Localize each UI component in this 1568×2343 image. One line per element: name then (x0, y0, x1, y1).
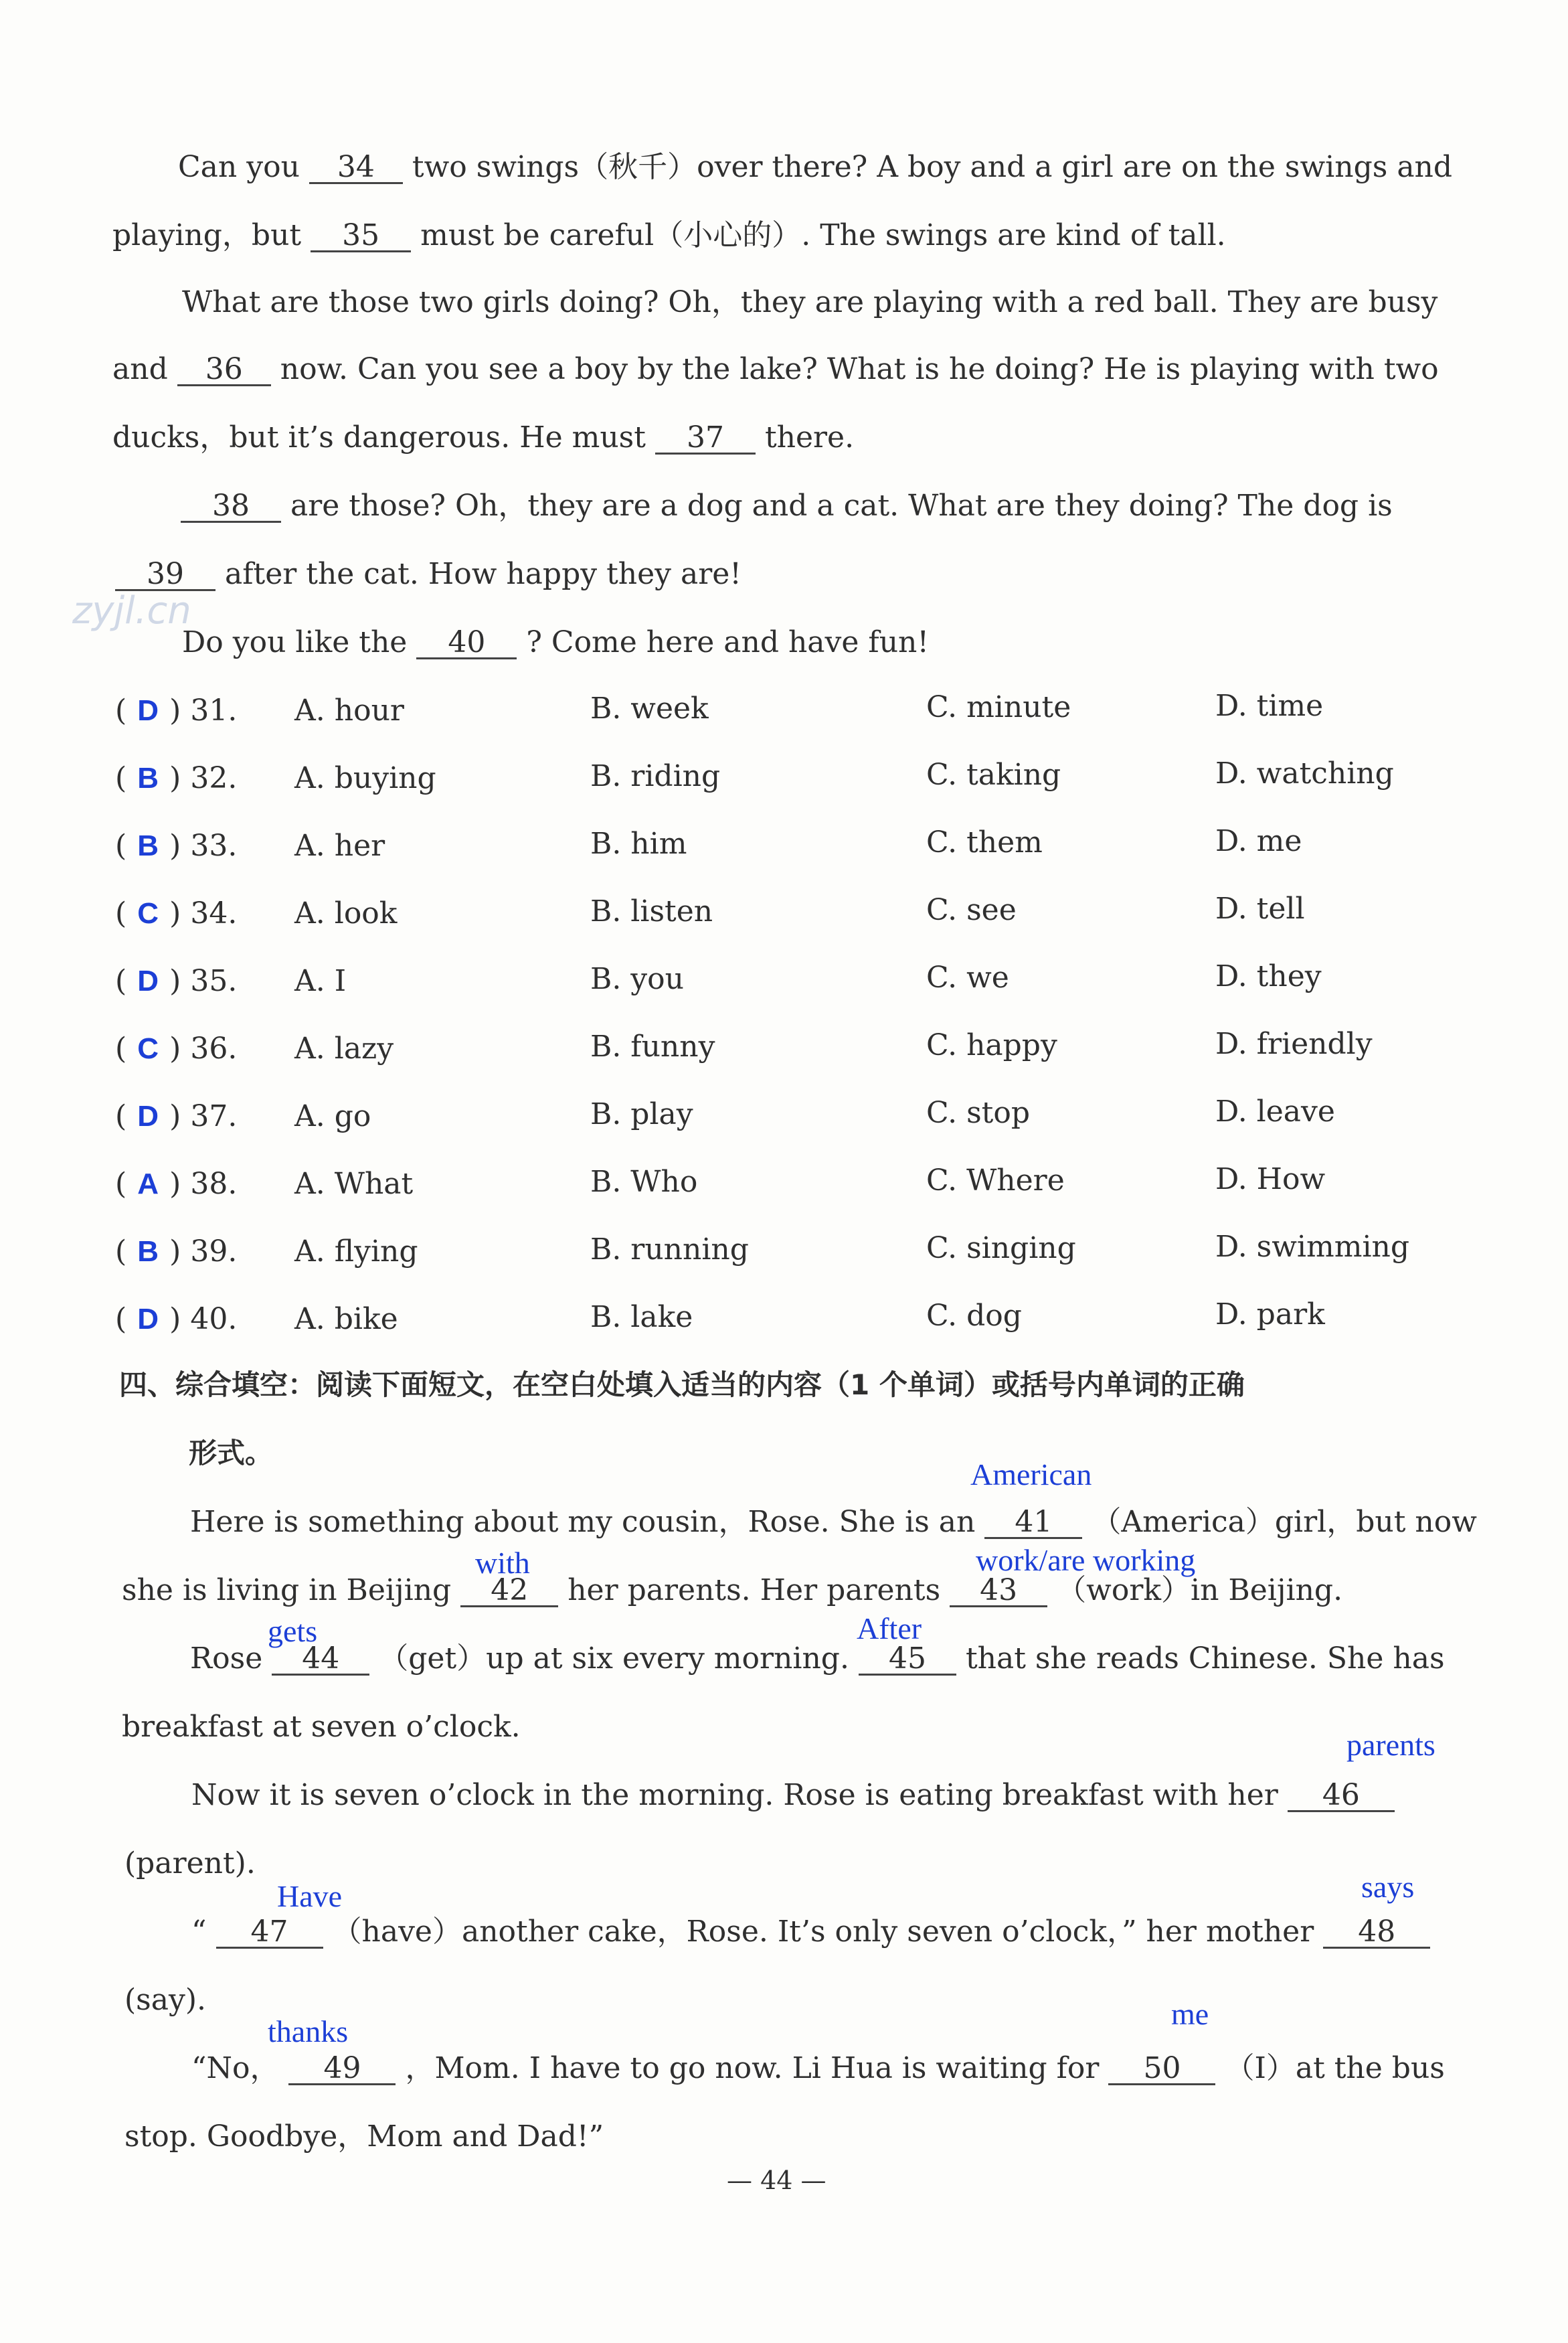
paren-close: ) (169, 1302, 181, 1336)
answer-44: gets (268, 1614, 318, 1648)
text: （have）another cake，Rose. It’s only seven o’clock，” her mother (332, 1915, 1314, 1949)
question-31 (115, 696, 237, 726)
answer-mark: C (137, 897, 159, 930)
option-b: B. funny (590, 1030, 715, 1064)
option-a: A. look (294, 896, 398, 931)
option-b: B. him (590, 827, 687, 861)
paren-close: ) (169, 829, 181, 863)
blank-34: 34 (309, 153, 403, 184)
s4-line-7 (191, 1917, 1430, 1949)
s4-line-3 (190, 1641, 1445, 1676)
text: “ (191, 1915, 207, 1949)
question-36 (115, 1034, 237, 1064)
answer-46: parents (1346, 1728, 1435, 1762)
paren-close: ) (169, 896, 181, 931)
question-number: 37. (190, 1099, 238, 1133)
paren-close: ) (169, 761, 181, 795)
paren-close: ) (169, 1099, 181, 1133)
answer-41: American (970, 1457, 1092, 1491)
option-a: A. buying (294, 761, 436, 795)
blank-47: 47 (216, 1917, 323, 1949)
question-number: 33. (190, 829, 238, 863)
text: “No， (191, 2051, 280, 2085)
text: Rose (190, 1641, 263, 1676)
s4-line-1 (190, 1505, 1477, 1539)
paren-open: ( (115, 1302, 127, 1336)
paren-close: ) (169, 694, 181, 728)
paren-close: ) (169, 964, 181, 998)
option-c: C. stop (926, 1096, 1030, 1130)
text: her parents. Her parents (568, 1573, 941, 1607)
question-number: 35. (190, 964, 238, 998)
option-b: B. listen (590, 894, 713, 928)
text: and (112, 352, 168, 386)
answer-50: me (1171, 1997, 1209, 2031)
option-b: B. Who (590, 1165, 698, 1199)
passage-line-3: What are those two girls doing? Oh，they are playing with a red ball. They are busy (182, 285, 1438, 319)
option-b: B. riding (590, 759, 721, 793)
blank-38: 38 (181, 491, 281, 523)
passage-line-6 (181, 491, 1393, 523)
s4-line-6: (parent). (124, 1846, 256, 1880)
paren-close: ) (169, 1234, 181, 1269)
option-d: D. swimming (1215, 1230, 1410, 1264)
watermark: zyjl.cn (72, 589, 191, 633)
question-number: 39. (190, 1234, 238, 1269)
question-38 (115, 1169, 237, 1199)
answer-mark: C (137, 1032, 159, 1065)
text: must be careful（小心的）. The swings are kind of tall. (420, 218, 1226, 252)
answer-45: After (857, 1611, 922, 1645)
section-heading-cont: 形式。 (189, 1437, 274, 1469)
question-39 (115, 1234, 238, 1269)
option-a: A. What (294, 1167, 414, 1201)
question-33 (115, 831, 237, 861)
text: （get）up at six every morning. (379, 1641, 849, 1676)
question-32 (115, 761, 238, 795)
passage-line-1 (178, 150, 1453, 184)
option-a: A. I (294, 964, 347, 998)
question-number: 40. (190, 1302, 238, 1336)
option-b: B. you (590, 962, 684, 996)
answer-mark: A (137, 1167, 159, 1200)
question-number: 32. (190, 761, 238, 795)
answer-mark: B (137, 762, 159, 795)
option-b: B. running (590, 1232, 749, 1267)
text: ，Mom. I have to go now. Li Hua is waiting for (405, 2051, 1100, 2085)
paren-open: ( (115, 761, 127, 795)
option-c: C. we (926, 961, 1009, 995)
option-a: A. flying (294, 1234, 418, 1269)
blank-40: 40 (416, 628, 517, 659)
answer-mark: D (137, 694, 159, 727)
option-d: D. watching (1215, 756, 1394, 791)
text: now. Can you see a boy by the lake? What is he doing? He is playing with two (280, 352, 1439, 386)
paren-open: ( (115, 1234, 127, 1269)
text: there. (764, 420, 855, 455)
text: Now it is seven o’clock in the morning. Rose is eating breakfast with her (191, 1778, 1278, 1812)
passage-line-4 (112, 352, 1439, 386)
question-40 (115, 1302, 238, 1336)
blank-50: 50 (1108, 2054, 1215, 2085)
option-c: C. happy (926, 1028, 1057, 1062)
option-d: D. time (1215, 689, 1324, 723)
answer-mark: D (137, 1100, 159, 1133)
blank-41: 41 (984, 1508, 1082, 1539)
blank-42: 42 (460, 1576, 558, 1607)
blank-39: 39 (115, 560, 215, 591)
option-a: A. hour (294, 694, 404, 728)
text: after the cat. How happy they are! (225, 557, 742, 591)
answer-mark: D (137, 1303, 159, 1336)
s4-line-5 (191, 1778, 1395, 1812)
section-heading: 四、综合填空：阅读下面短文，在空白处填入适当的内容（1 个单词）或括号内单词的正确 (119, 1368, 1245, 1401)
question-number: 31. (190, 694, 238, 728)
option-c: C. minute (926, 690, 1071, 724)
option-b: B. lake (590, 1300, 693, 1334)
blank-45: 45 (859, 1644, 956, 1676)
text: （work）in Beijing. (1057, 1573, 1343, 1607)
blank-37: 37 (655, 423, 756, 455)
answer-42: with (475, 1546, 530, 1580)
passage-line-7 (115, 557, 742, 591)
text: are those? Oh，they are a dog and a cat. What are they doing? The dog is (290, 489, 1393, 523)
text: （America）girl，but now (1092, 1505, 1477, 1539)
answer-47: Have (277, 1879, 343, 1913)
question-number: 36. (190, 1032, 238, 1066)
option-a: A. lazy (294, 1032, 394, 1066)
option-d: D. park (1215, 1297, 1325, 1331)
text: two swings（秋千）over there? A boy and a girl are on the swings and (412, 150, 1453, 184)
option-a: A. go (294, 1099, 371, 1133)
text: Do you like the (182, 625, 408, 659)
option-a: A. bike (294, 1302, 398, 1336)
question-number: 34. (190, 896, 238, 931)
s4-line-4: breakfast at seven o’clock. (122, 1710, 521, 1744)
option-c: C. Where (926, 1163, 1065, 1198)
option-b: B. week (590, 692, 709, 726)
paren-open: ( (115, 829, 127, 863)
passage-line-5 (112, 420, 855, 455)
option-a: A. her (294, 829, 385, 863)
paren-open: ( (115, 1099, 127, 1133)
paren-open: ( (115, 694, 127, 728)
option-d: D. me (1215, 824, 1302, 858)
blank-46: 46 (1288, 1781, 1395, 1812)
blank-36: 36 (177, 355, 271, 386)
paren-close: ) (169, 1032, 181, 1066)
blank-44: 44 (272, 1644, 369, 1676)
option-d: D. How (1215, 1162, 1326, 1196)
option-b: B. play (590, 1097, 693, 1131)
paren-close: ) (169, 1167, 181, 1201)
paren-open: ( (115, 964, 127, 998)
option-d: D. tell (1215, 892, 1305, 926)
passage-line-2 (112, 218, 1226, 252)
question-number: 38. (190, 1167, 238, 1201)
option-c: C. taking (926, 758, 1061, 792)
text: Here is something about my cousin，Rose. She is an (190, 1505, 976, 1539)
blank-48: 48 (1323, 1917, 1430, 1949)
question-34 (115, 896, 238, 931)
text: that she reads Chinese. She has (965, 1641, 1445, 1676)
text: ? Come here and have fun! (526, 625, 930, 659)
blank-43: 43 (950, 1576, 1047, 1607)
paren-open: ( (115, 1032, 127, 1066)
answer-mark: B (137, 829, 159, 862)
question-37 (115, 1099, 238, 1133)
paren-open: ( (115, 1167, 127, 1201)
option-c: C. singing (926, 1231, 1076, 1265)
option-c: C. them (926, 825, 1043, 860)
answer-48: says (1361, 1870, 1415, 1904)
answer-mark: D (137, 965, 159, 997)
option-c: C. dog (926, 1299, 1022, 1333)
text: Can you (178, 150, 300, 184)
option-d: D. they (1215, 959, 1322, 993)
blank-35: 35 (311, 221, 411, 252)
blank-49: 49 (288, 2054, 396, 2085)
text: ducks，but it’s dangerous. He must (112, 420, 646, 455)
s4-line-2 (122, 1573, 1343, 1607)
page-number: — 44 — (727, 2166, 826, 2195)
option-d: D. friendly (1215, 1027, 1373, 1061)
answer-43: work/are working (976, 1543, 1196, 1577)
passage-line-8 (182, 625, 930, 659)
option-c: C. see (926, 893, 1017, 927)
text: （I）at the bus (1225, 2051, 1445, 2085)
answer-49: thanks (268, 2014, 349, 2048)
option-d: D. leave (1215, 1095, 1335, 1129)
paren-open: ( (115, 896, 127, 931)
s4-line-10: stop. Goodbye，Mom and Dad!” (124, 2119, 604, 2154)
question-35 (115, 964, 238, 998)
text: she is living in Beijing (122, 1573, 452, 1607)
s4-line-8: (say). (124, 1983, 206, 2017)
s4-line-9 (191, 2051, 1445, 2085)
text: playing，but (112, 218, 302, 252)
answer-mark: B (137, 1235, 159, 1268)
